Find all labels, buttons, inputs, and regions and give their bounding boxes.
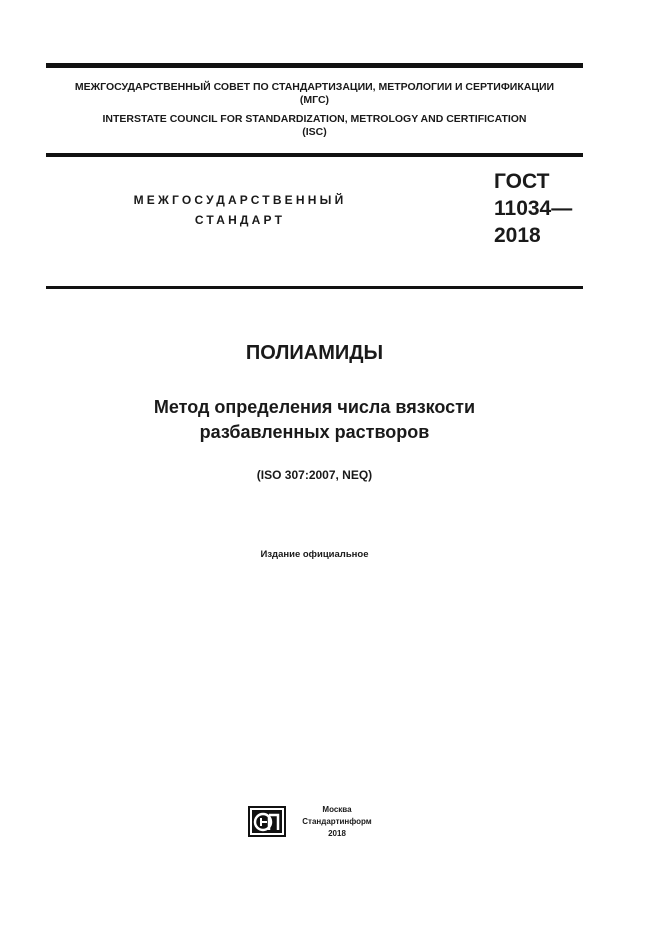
- standard-kind-line1: МЕЖГОСУДАРСТВЕННЫЙ: [133, 193, 347, 207]
- council-name-ru: [46, 81, 583, 107]
- document-subtitle: [46, 395, 583, 445]
- standartinform-logo-icon: [248, 806, 286, 837]
- publisher-info: [294, 804, 380, 840]
- council-name-en: [46, 113, 583, 139]
- subtitle-line1: Метод определения числа вязкости: [153, 397, 476, 417]
- standard-kind-line2: СТАНДАРТ: [194, 213, 286, 227]
- publisher-city: Москва: [322, 805, 352, 814]
- designation-prefix: ГОСТ: [494, 170, 550, 193]
- council-name-ru-line: МЕЖГОСУДАРСТВЕННЫЙ СОВЕТ ПО СТАНДАРТИЗАЦИИ, МЕТРОЛОГИИ И СЕРТИФИКАЦИИ: [74, 81, 555, 93]
- top-rule: [46, 63, 583, 68]
- edition-note: Издание официальное: [260, 549, 369, 560]
- iso-reference: (ISO 307:2007, NEQ): [256, 468, 373, 482]
- bottom-rule: [46, 286, 583, 289]
- document-title: ПОЛИАМИДЫ: [245, 342, 384, 364]
- middle-rule: [46, 153, 583, 157]
- council-name-en-line: INTERSTATE COUNCIL FOR STANDARDIZATION, METROLOGY AND CERTIFICATION: [102, 113, 527, 125]
- publisher-name: Стандартинформ: [302, 817, 372, 826]
- subtitle-line2: разбавленных растворов: [199, 422, 430, 442]
- standard-designation: [494, 168, 572, 249]
- council-abbrev-en: (ISC): [302, 126, 327, 138]
- designation-number: 11034—: [494, 197, 573, 220]
- designation-year: 2018: [494, 224, 541, 247]
- council-abbrev-ru: (МГС): [299, 94, 330, 106]
- standard-kind: [100, 190, 380, 230]
- publisher-year: 2018: [328, 829, 346, 838]
